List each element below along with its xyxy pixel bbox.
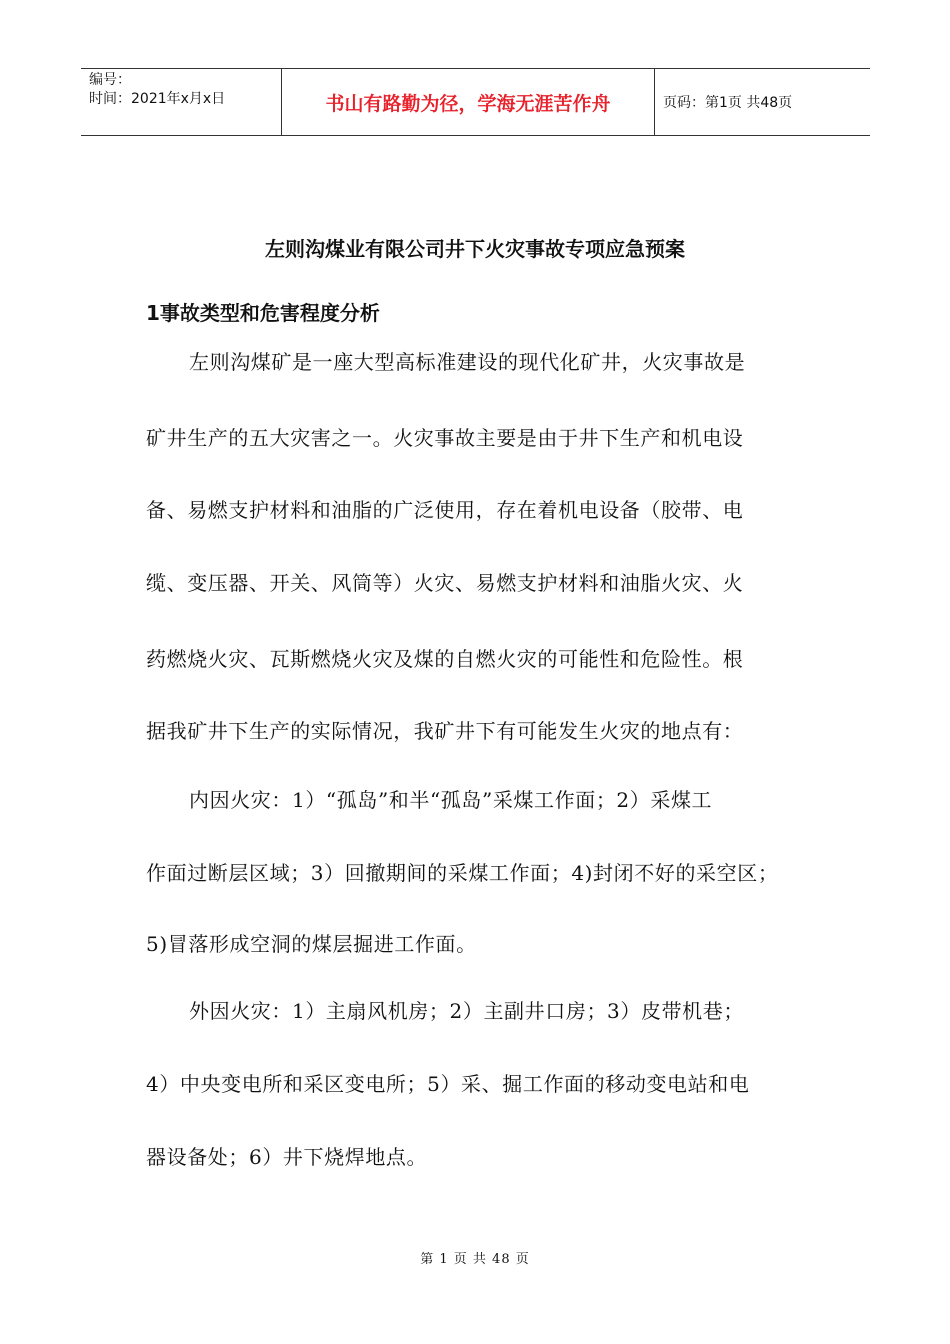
paragraph-line: 据我矿井下生产的实际情况，我矿井下有可能发生火灾的地点有： — [146, 719, 744, 743]
section-heading: 1事故类型和危害程度分析 — [146, 301, 380, 325]
paragraph-line: 矿井生产的五大灾害之一。火灾事故主要是由于井下生产和机电设 — [146, 426, 744, 450]
paragraph-line: 器设备处；6）井下烧焊地点。 — [146, 1145, 428, 1169]
paragraph-line: 5)冒落形成空洞的煤层掘进工作面。 — [146, 932, 477, 956]
header-meta-cell — [81, 69, 281, 135]
header-motto-cell — [281, 69, 655, 135]
document-number-label: 编号： — [89, 72, 131, 88]
paragraph-line: 备、易燃支护材料和油脂的广泛使用，存在着机电设备（胶带、电 — [146, 498, 744, 522]
paragraph-line: 左则沟煤矿是一座大型高标准建设的现代化矿井，火灾事故是 — [189, 350, 746, 374]
paragraph-line: 作面过断层区域；3）回撤期间的采煤工作面；4)封闭不好的采空区； — [146, 861, 779, 885]
paragraph-line: 内因火灾：1）“孤岛”和半“孤岛”采煤工作面；2）采煤工 — [189, 788, 713, 812]
document-title: 左则沟煤业有限公司井下火灾事故专项应急预案 — [265, 237, 685, 261]
header-page-info: 页码：第1页 共48页 — [663, 95, 793, 111]
paragraph-line: 药燃烧火灾、瓦斯燃烧火灾及煤的自燃火灾的可能性和危险性。根 — [146, 647, 744, 671]
header-page-cell — [655, 69, 870, 135]
paragraph-line: 外因火灾：1）主扇风机房；2）主副井口房；3）皮带机巷； — [189, 999, 744, 1023]
document-header — [81, 68, 870, 136]
page-footer: 第 1 页 共 48 页 — [420, 1252, 530, 1267]
paragraph-line: 4）中央变电所和采区变电所；5）采、掘工作面的移动变电站和电 — [146, 1072, 750, 1096]
document-time-label: 时间：2021年x月x日 — [89, 91, 226, 107]
paragraph-line: 缆、变压器、开关、风筒等）火灾、易燃支护材料和油脂火灾、火 — [146, 571, 744, 595]
header-motto: 书山有路勤为径，学海无涯苦作舟 — [325, 92, 611, 115]
